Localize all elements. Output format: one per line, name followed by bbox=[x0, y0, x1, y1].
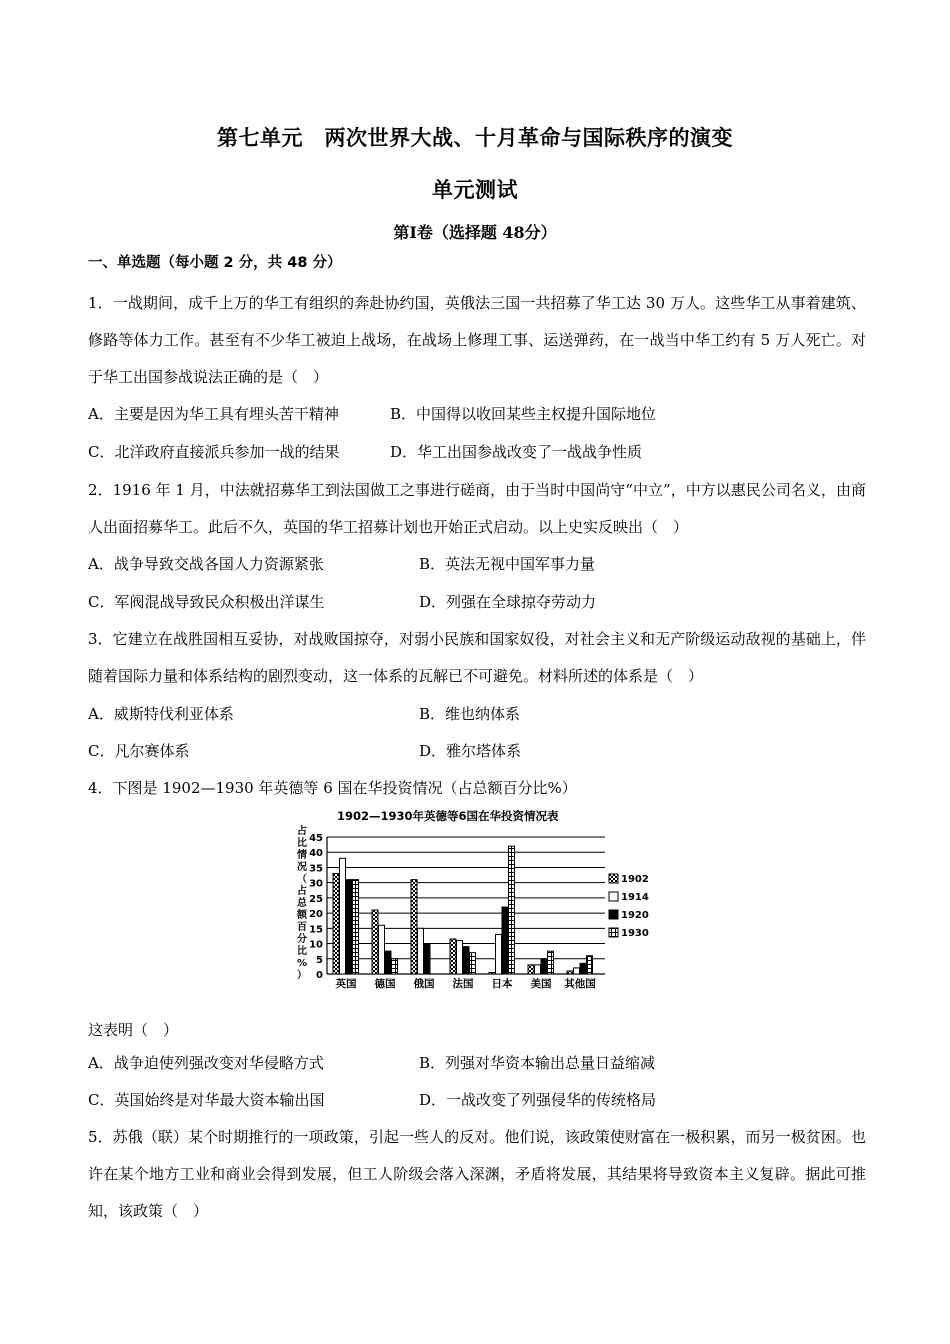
y-tick-label: 0 bbox=[316, 970, 323, 981]
question-1-option-a[interactable]: A．主要是因为华工具有埋头苦干精神 bbox=[88, 405, 339, 423]
legend-label-1930: 1930 bbox=[621, 928, 649, 939]
chart-title: 1902—1930年英德等6国在华投资情况表 bbox=[337, 809, 559, 823]
bar-美国-1920 bbox=[541, 959, 547, 974]
investment-chart bbox=[287, 804, 649, 998]
unit-subtitle: 单元测试 bbox=[432, 178, 518, 202]
question-2-option-d[interactable]: D．列强在全球掠夺劳动力 bbox=[419, 593, 597, 611]
question-3-option-b[interactable]: B．维也纳体系 bbox=[419, 705, 521, 723]
bar-德国-1902 bbox=[372, 910, 378, 974]
legend-swatch-1930 bbox=[609, 928, 618, 937]
section-heading: 一、单选题（每小题 2 分，共 48 分） bbox=[88, 255, 342, 271]
bar-日本-1930 bbox=[509, 846, 515, 974]
x-tick-label: 法国 bbox=[452, 978, 474, 990]
x-tick-label: 德国 bbox=[374, 978, 396, 990]
bar-英国-1914 bbox=[340, 858, 346, 974]
y-tick-label: 40 bbox=[309, 848, 323, 860]
question-3-option-c[interactable]: C．凡尔赛体系 bbox=[88, 742, 190, 760]
investment-chart-svg bbox=[287, 804, 649, 998]
y-tick-label: 10 bbox=[309, 939, 323, 951]
bar-德国-1920 bbox=[385, 951, 391, 974]
question-4-stem: 4．下图是 1902—1930 年英德等 6 国在华投资情况（占总额百分比%） bbox=[88, 779, 577, 797]
bar-日本-1902 bbox=[489, 972, 495, 974]
bar-其他国-1920 bbox=[580, 963, 586, 974]
bar-俄国-1914 bbox=[418, 928, 424, 974]
question-1-option-d[interactable]: D．华工出国参战改变了一战战争性质 bbox=[390, 443, 643, 461]
bar-日本-1914 bbox=[496, 934, 502, 974]
paper-part-heading: 第Ⅰ卷（选择题 48分） bbox=[393, 223, 557, 242]
bar-美国-1930 bbox=[548, 951, 554, 974]
question-1-option-b[interactable]: B．中国得以收回某些主权提升国际地位 bbox=[390, 405, 657, 423]
bar-其他国-1914 bbox=[574, 968, 580, 974]
x-tick-label: 俄国 bbox=[413, 978, 435, 990]
legend-swatch-1914 bbox=[609, 892, 618, 901]
chart-y-axis-label bbox=[296, 824, 308, 981]
legend-swatch-1920 bbox=[609, 910, 618, 919]
question-4-option-d[interactable]: D．一战改变了列强侵华的传统格局 bbox=[419, 1091, 657, 1109]
question-1-option-c[interactable]: C．北洋政府直接派兵参加一战的结果 bbox=[88, 443, 340, 461]
bar-德国-1914 bbox=[379, 925, 385, 974]
x-tick-label: 美国 bbox=[530, 978, 552, 990]
question-2-option-c[interactable]: C．军阀混战导致民众积极出洋谋生 bbox=[88, 593, 325, 611]
question-4-option-c[interactable]: C．英国始终是对华最大资本输出国 bbox=[88, 1091, 325, 1109]
bar-英国-1902 bbox=[333, 874, 339, 974]
y-tick-label: 25 bbox=[309, 893, 323, 905]
bar-其他国-1930 bbox=[587, 956, 593, 974]
bar-俄国-1902 bbox=[411, 880, 417, 974]
question-4-option-a[interactable]: A．战争迫使列强改变对华侵略方式 bbox=[88, 1054, 324, 1072]
question-2-stem: 2．1916 年 1 月，中法就招募华工到法国做工之事进行磋商，由于当时中国尚守“中立”，中方以惠民公司名义，由商人出面招募华工。此后不久，英国的华工招募计划也开始正式启动。以上史实反映出（ ） bbox=[88, 481, 866, 536]
bar-法国-1930 bbox=[470, 953, 476, 974]
legend-label-1920: 1920 bbox=[621, 910, 649, 921]
question-3-stem: 3．它建立在战胜国相互妥协，对战败国掠夺，对弱小民族和国家奴役，对社会主义和无产阶级运动敌视的基础上，伴随着国际力量和体系结构的剧烈变动，这一体系的瓦解已不可避免。材料所述的体系是（ ） bbox=[88, 630, 866, 685]
question-2-option-b[interactable]: B．英法无视中国军事力量 bbox=[419, 555, 596, 573]
question-4-option-b[interactable]: B．列强对华资本输出总量日益缩减 bbox=[419, 1054, 656, 1072]
y-tick-label: 15 bbox=[309, 924, 323, 936]
y-tick-label: 30 bbox=[309, 878, 323, 890]
y-tick-label: 45 bbox=[309, 833, 323, 844]
y-tick-label: 35 bbox=[309, 863, 323, 875]
y-tick-label: 5 bbox=[316, 954, 323, 966]
question-2-option-a[interactable]: A．战争导致交战各国人力资源紧张 bbox=[88, 555, 324, 573]
unit-title: 第七单元 两次世界大战、十月革命与国际秩序的演变 bbox=[217, 126, 733, 150]
bar-俄国-1920 bbox=[424, 944, 430, 974]
bar-美国-1914 bbox=[535, 965, 541, 974]
legend-swatch-1902 bbox=[609, 874, 618, 883]
bar-英国-1930 bbox=[353, 880, 359, 974]
bar-其他国-1902 bbox=[567, 971, 573, 974]
question-4-prompt: 这表明（ ） bbox=[88, 1021, 179, 1039]
y-tick-label: 20 bbox=[309, 909, 323, 921]
question-3-option-a[interactable]: A．威斯特伐利亚体系 bbox=[88, 705, 234, 723]
question-3-option-d[interactable]: D．雅尔塔体系 bbox=[419, 742, 522, 760]
x-tick-label: 英国 bbox=[335, 978, 357, 990]
bar-日本-1920 bbox=[502, 907, 508, 974]
bar-德国-1930 bbox=[392, 959, 398, 974]
bar-法国-1902 bbox=[450, 939, 456, 974]
question-1-stem: 1．一战期间，成千上万的华工有组织的奔赴协约国，英俄法三国一共招募了华工达 30 万人。这些华工从事着建筑、修路等体力工作。甚至有不少华工被迫上战场，在战场上修理工事、运送弹药，在一战当中华工约有 5 万人死亡。对于华工出国参战说法正确的是（ ） bbox=[88, 294, 866, 386]
x-tick-label: 日本 bbox=[491, 978, 513, 990]
question-5-stem: 5．苏俄（联）某个时期推行的一项政策，引起一些人的反对。他们说，该政策使财富在一极积累，而另一极贫困。也许在某个地方工业和商业会得到发展，但工人阶级会落入深渊，矛盾将发展，其结果将导致资本主义复辟。据此可推知，该政策（ ） bbox=[88, 1128, 866, 1220]
bar-英国-1920 bbox=[346, 880, 352, 974]
legend-label-1902: 1902 bbox=[621, 874, 649, 885]
bar-法国-1920 bbox=[463, 947, 469, 974]
legend-label-1914: 1914 bbox=[621, 892, 649, 903]
bar-美国-1902 bbox=[528, 965, 534, 974]
x-tick-label: 其他国 bbox=[564, 978, 596, 990]
y-axis-label-text: 占比情况（占总额百分比%） bbox=[297, 826, 308, 981]
bar-法国-1914 bbox=[457, 941, 463, 974]
